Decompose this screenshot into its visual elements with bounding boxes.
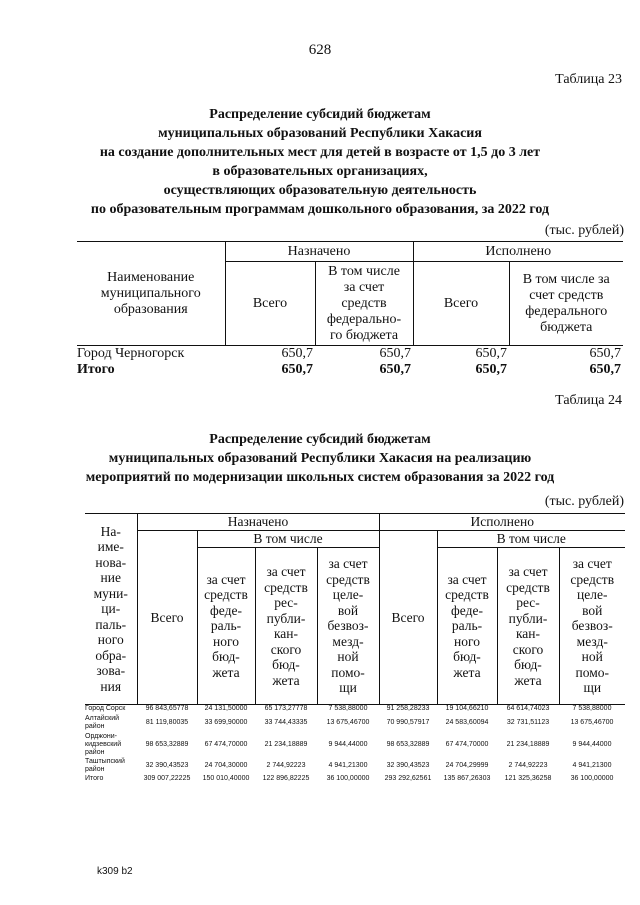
table-row: Орджони- кидзевский район 98 653,32889 67 474,70000 21 234,18889 9 944,44000 98 653,32889 67 474,70000 21 234,18889 9 944,44000 — [85, 732, 612, 756]
t24-header-free-executed: за счет средств целе- вой безвоз- мезд- ной помо- щи — [570, 556, 615, 696]
t24-header-total-executed: Всего — [379, 531, 437, 705]
t23-header-total-assigned: Всего — [225, 262, 315, 346]
t24-header-free-assigned: за счет средств целе- вой безвоз- мезд- ной помо- щи — [317, 548, 379, 705]
table-row-total: Итого 650,7 650,7 650,7 650,7 — [77, 362, 621, 377]
t23-header-federal-executed: В том числе за счет средств федерального бюджета — [522, 271, 610, 335]
table-row: Таштыпский район 32 390,43523 24 704,30000 2 744,92223 4 941,21300 32 390,43523 24 704,29999 2 744,92223 4 941,21300 — [85, 758, 612, 773]
table-24-units: (тыс. рублей) — [544, 494, 624, 509]
t23-header-executed: Исполнено — [413, 242, 623, 262]
t23-header-name: Наименование муниципального образования — [77, 242, 225, 346]
t23-header-assigned: Назначено — [225, 242, 413, 262]
table-23-label: Таблица 23 — [555, 72, 622, 87]
t24-header-rep-assigned: за счет средств рес- публи- кан- ского бюд- жета — [255, 548, 317, 705]
t24-header-assigned: Назначено — [137, 514, 379, 531]
t24-header-name: На- име- нова- ние муни- ци- паль- ного обра- зова- ния — [85, 514, 137, 705]
t24-header-rep-executed: за счет средств рес- публи- кан- ского бюд- жета — [497, 548, 559, 705]
t23-header-federal-assigned: В том числе за счет средств федерально- го бюджета — [315, 262, 413, 346]
table-23-units: (тыс. рублей) — [544, 223, 624, 238]
t24-header-executed: Исполнено — [379, 514, 625, 531]
t24-header-including-executed: В том числе — [437, 531, 625, 548]
page-number: 628 — [308, 42, 332, 58]
table-24-label: Таблица 24 — [555, 393, 622, 408]
t24-header-including-assigned: В том числе — [197, 531, 379, 548]
table-24 — [85, 513, 625, 784]
t24-header-total-assigned: Всего — [137, 531, 197, 705]
table-row: Город Сорск 96 843,65778 24 131,50000 65 173,27778 7 538,88000 91 258,28233 19 104,66210 64 614,74023 7 538,88000 — [85, 705, 625, 714]
t23-header-total-executed: Всего — [413, 262, 509, 346]
t24-header-fed-assigned: за счет средств феде- раль- ного бюд- жета — [197, 548, 255, 705]
t24-header-fed-executed: за счет средств феде- раль- ного бюд- жета — [437, 548, 497, 705]
footer-code: k309 b2 — [97, 866, 133, 877]
table-23-title: Распределение субсидий бюджетам муниципальных образований Республики Хакасия на создание дополнительных мест для детей в возрасте от 1,5 до 3 лет в образовательных организациях, осуществляющих образовательную деятельность по образовательным программам дошкольного образования, за 2022 год — [90, 107, 550, 217]
table-row-total: Итого 309 007,22225 150 010,40000 122 896,82225 36 100,00000 293 292,62561 135 867,26303 121 325,36258 36 100,00000 — [85, 775, 614, 782]
table-23 — [77, 241, 623, 378]
table-row: Алтайский район 81 119,80035 33 699,90000 33 744,43335 13 675,46700 70 990,57917 24 583,60094 32 731,51123 13 675,46700 — [85, 714, 614, 730]
table-row: Город Черногорск 650,7 650,7 650,7 650,7 — [77, 346, 621, 361]
table-24-title: Распределение субсидий бюджетам муниципальных образований Республики Хакасия на реализацию мероприятий по модернизации школьных систем образования за 2022 год — [85, 432, 555, 485]
